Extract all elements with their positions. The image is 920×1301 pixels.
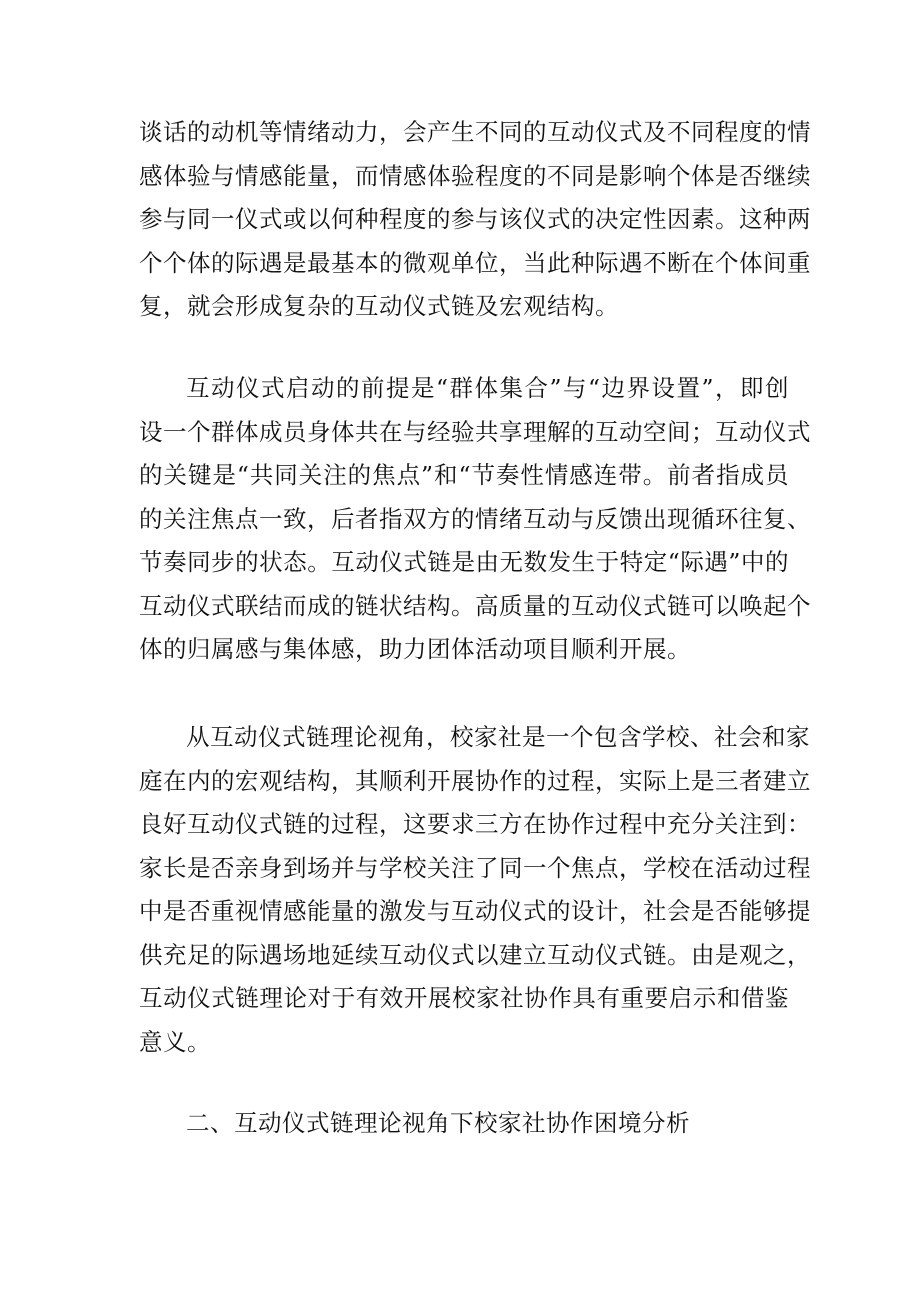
text-line: 供充足的际遇场地延续互动仪式以建立互动仪式链。由是观之， bbox=[139, 940, 811, 969]
text-line: 的关注焦点一致，后者指双方的情绪互动与反馈出现循环往复、 bbox=[139, 504, 811, 533]
text-line: 的关键是“共同关注的焦点”和“节奏性情感连带。前者指成员 bbox=[139, 461, 789, 489]
text-line: 节奏同步的状态。互动仪式链是由无数发生于特定“际遇”中的 bbox=[139, 548, 789, 576]
text-line: 个个体的际遇是最基本的微观单位，当此种际遇不断在个体间重 bbox=[139, 248, 811, 277]
section-heading: 二、互动仪式链理论视角下校家社协作困境分析 bbox=[186, 1109, 690, 1137]
paragraph-1 bbox=[139, 111, 811, 329]
text-line: 设一个群体成员身体共在与经验共享理解的互动空间；互动仪式 bbox=[139, 417, 811, 446]
text-line: 互动仪式链理论对于有效开展校家社协作具有重要启示和借鉴 bbox=[139, 984, 789, 1012]
text-line: 参与同一仪式或以何种程度的参与该仪式的决定性因素。这种两 bbox=[139, 205, 811, 233]
text-line: 谈话的动机等情绪动力，会产生不同的互动仪式及不同程度的情 bbox=[139, 118, 811, 146]
text-line: 中是否重视情感能量的激发与互动仪式的设计，社会是否能够提 bbox=[139, 897, 811, 925]
text-line: 家长是否亲身到场并与学校关注了同一个焦点，学校在活动过程 bbox=[139, 853, 811, 882]
text-line: 意义。 bbox=[139, 1027, 211, 1056]
paragraph-2 bbox=[139, 367, 811, 672]
text-line: 良好互动仪式链的过程，这要求三方在协作过程中充分关注到： bbox=[139, 810, 811, 838]
paragraph-3 bbox=[139, 716, 811, 1064]
text-line: 庭在内的宏观结构，其顺利开展协作的过程，实际上是三者建立 bbox=[139, 766, 811, 795]
text-line: 互动仪式联结而成的链状结构。高质量的互动仪式链可以唤起个 bbox=[139, 591, 811, 620]
text-line: 体的归属感与集体感，助力团体活动项目顺利开展。 bbox=[139, 635, 691, 663]
text-line: 感体验与情感能量，而情感体验程度的不同是影响个体是否继续 bbox=[139, 161, 811, 190]
text-line: 从互动仪式链理论视角，校家社是一个包含学校、社会和家 bbox=[186, 723, 810, 751]
text-line: 互动仪式启动的前提是“群体集合”与“边界设置”，即创 bbox=[186, 374, 789, 402]
text-line: 复，就会形成复杂的互动仪式链及宏观结构。 bbox=[139, 292, 619, 320]
